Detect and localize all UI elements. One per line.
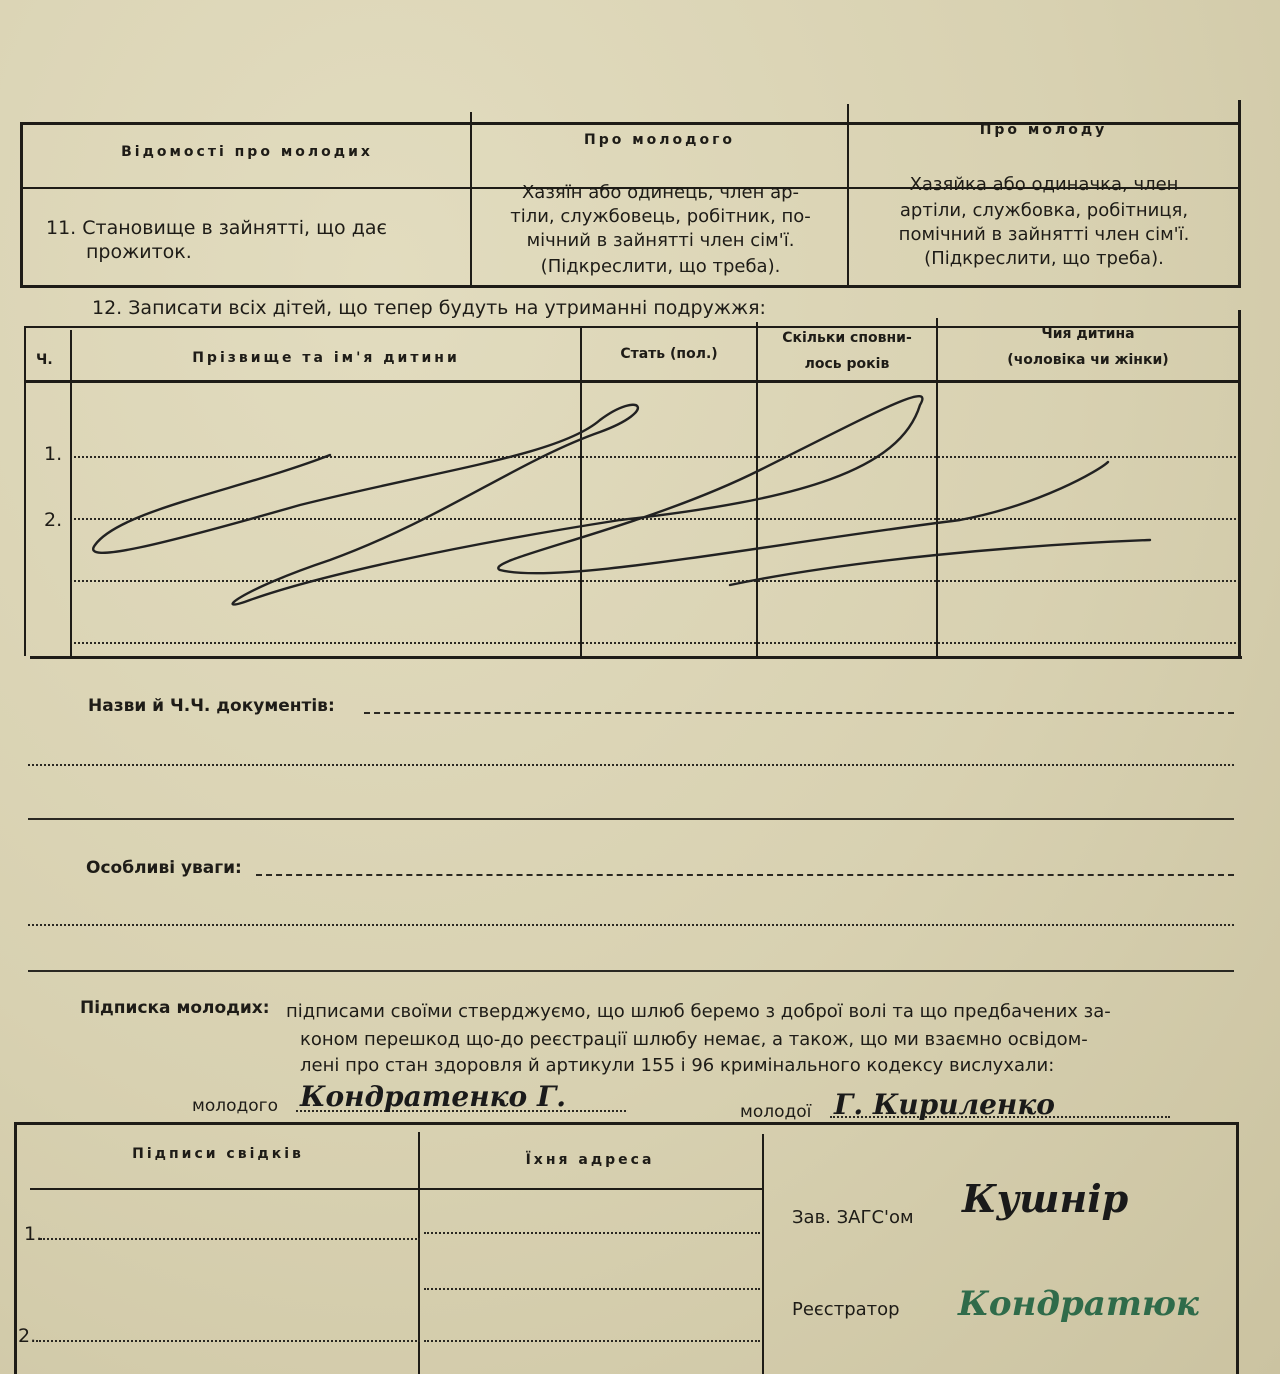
child-row-2-number: 2. — [44, 509, 63, 531]
registrar-signature: Кондратюк — [958, 1284, 1199, 1324]
bride-occupation-2: артіли, службовка, робітниця, — [899, 200, 1189, 221]
col-child-name: Прізвище та ім'я дитини — [192, 350, 460, 366]
witness-row-1-number: 1. — [24, 1223, 43, 1245]
col-sex: Стать (пол.) — [620, 346, 718, 362]
groom-occupation-4: (Підкреслити, що треба). — [540, 256, 781, 277]
row11-label-1: 11. Становище в зайнятті, що дає — [46, 217, 387, 239]
row11-label-2: прожиток. — [86, 241, 192, 263]
groom-occupation-1: Хазяїн або одинець, член ар- — [521, 182, 800, 203]
col-whose-1: Чия дитина — [1041, 326, 1135, 342]
header-groom: Про молодого — [583, 132, 736, 148]
groom-occupation-2: тіли, службовець, робітник, по- — [510, 206, 811, 227]
col-age-1: Скільки сповни- — [782, 330, 912, 346]
col-number: Ч. — [36, 352, 53, 368]
witnesses-col-address: Їхня адреса — [525, 1152, 655, 1168]
documents-line[interactable] — [364, 712, 1234, 714]
groom-signature: Кондратенко Г. — [300, 1080, 567, 1113]
remarks-label: Особливі уваги: — [86, 858, 242, 878]
documents-label: Назви й Ч.Ч. документів: — [88, 696, 335, 716]
witness-row-2-number: 2. — [18, 1325, 37, 1347]
remarks-line[interactable] — [256, 874, 1234, 876]
groom-signature-label: молодого — [192, 1096, 278, 1116]
header-info: Відомості про молодих — [121, 144, 373, 160]
groom-occupation-3: мічний в зайнятті член сім'ї. — [526, 230, 795, 251]
registrar-label: Реєстратор — [792, 1299, 900, 1320]
header-bride: Про молоду — [979, 122, 1108, 138]
zags-head-signature: Кушнір — [962, 1176, 1129, 1221]
bride-occupation-4: (Підкреслити, що треба). — [924, 248, 1164, 269]
declaration-label: Підписка молодих: — [80, 998, 270, 1018]
child-row-1-number: 1. — [44, 443, 63, 465]
declaration-line-3: лені про стан здоровля й артикули 155 і 96 кримінального кодексу вислухали: — [300, 1055, 1055, 1076]
zags-head-label: Зав. ЗАГС'ом — [792, 1207, 914, 1228]
col-whose-2: (чоловіка чи жінки) — [1007, 352, 1169, 368]
declaration-line-1: підписами своїми стверджуємо, що шлюб беремо з доброї волі та що предбачених за- — [286, 1001, 1111, 1022]
children-title: 12. Записати всіх дітей, що тепер будуть на утриманні подружжя: — [92, 297, 766, 319]
declaration-line-2: коном перешкод що-до реєстрації шлюбу немає, а також, що ми взаємно освідом- — [300, 1029, 1088, 1050]
bride-signature-label: молодої — [740, 1102, 812, 1122]
bride-occupation-1: Хазяйка або одиначка, член — [909, 174, 1179, 195]
col-age-2: лось років — [804, 356, 890, 372]
bride-occupation-3: помічний в зайнятті член сім'ї. — [898, 224, 1190, 245]
witnesses-col-signatures: Підписи свідків — [132, 1146, 304, 1162]
bride-signature: Г. Кириленко — [834, 1088, 1055, 1121]
